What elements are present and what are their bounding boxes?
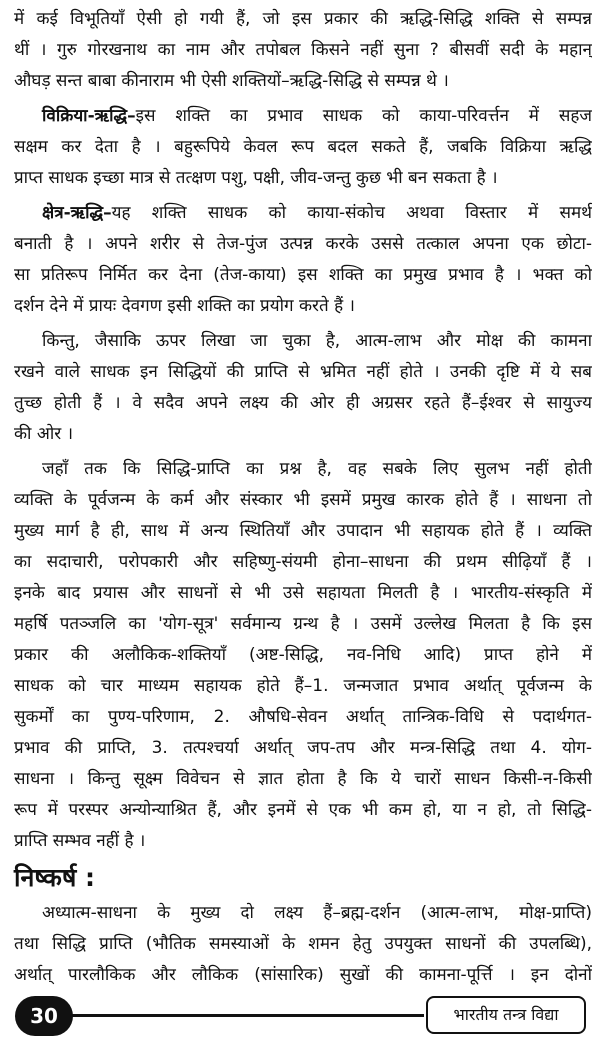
book-title-box: भारतीय तन्त्र विद्या [426,996,586,1034]
text-line: रूप में परस्पर अन्योन्याश्रित हैं, और इनमें से एक भी कम हो, या न हो, तो सिद्धि- [14,800,592,820]
text-line: प्राप्ति सम्भव नहीं है । [14,831,146,851]
text-line: तथा सिद्धि प्राप्ति (भौतिक समस्याओं के शमन हेतु उपयुक्त साधनों की उपलब्धि), [14,934,592,954]
page-number: 30 [15,996,73,1036]
text-line: सा प्रतिरूप निर्मित कर देना (तेज-काया) इस शक्ति का प्रमुख प्रभाव है । भक्त को [14,265,592,285]
text-line: महर्षि पतञ्जलि का 'योग-सूत्र' सर्वमान्य ग्रन्थ है । उसमें उल्लेख मिलता है कि इस [14,614,592,634]
text-line: का सदाचारी, परोपकारी और सहिष्णु-संयमी होना–साधना की प्रथम सीढ़ियाँ हैं । [14,552,592,572]
text-line: की ओर । [14,424,74,444]
text-run: इस शक्ति का प्रभाव साधक को काया-परिवर्त्तन में सहज [135,106,592,126]
paragraph [14,101,592,194]
text-line: किन्तु, जैसाकि ऊपर लिखा जा चुका है, आत्म-लाभ और मोक्ष की कामना [42,331,592,351]
text-line: दर्शन देने में प्रायः देवगण इसी शक्ति का प्रयोग करते हैं । [14,296,355,316]
text-line: अर्थात् पारलौकिक और लौकिक (सांसारिक) सुखों की कामना-पूर्त्ति । इन दोनों [14,965,592,985]
text-run: यह शक्ति साधक को काया-संकोच अथवा विस्तार में समर्थ [111,203,592,223]
text-line: सुकर्मों का पुण्य-परिणाम, 2. औषधि-सेवन अर्थात् तान्त्रिक-विधि से पदार्थगत- [14,707,592,727]
paragraph [14,454,592,857]
paragraph [14,898,592,991]
text-line: औघड़ सन्त बाबा कीनाराम भी ऐसी शक्तियों–ऋद्धि-सिद्धि से सम्पन्न थे । [14,71,449,91]
section-heading: निष्कर्ष : [14,863,96,892]
text-line: अध्यात्म-साधना के मुख्य दो लक्ष्य हैं–ब्रह्म-दर्शन (आत्म-लाभ, मोक्ष-प्राप्ति) [42,903,592,923]
term-vikriya-riddhi: विक्रिया-ऋद्धि– [42,106,136,126]
text-line: तुच्छ होती हैं । वे सदैव अपने लक्ष्य की ओर ही अग्रसर रहते हैं–ईश्वर से सायुज्य [14,393,592,413]
text-line: में कई विभूतियाँ ऐसी हो गयी हैं, जो इस प्रकार की ऋद्धि-सिद्धि शक्ति से सम्पन्न [14,9,592,29]
text-line: प्रभाव की प्राप्ति, 3. तत्पश्चर्या अर्थात् जप-तप और मन्त्र-सिद्धि तथा 4. योग- [14,738,592,758]
text-line: सक्षम कर देता है । बहुरूपिये केवल रूप बदल सकते हैं, जबकि विक्रिया ऋद्धि [14,137,592,157]
text-line: जहाँ तक कि सिद्धि-प्राप्ति का प्रश्न है, वह सबके लिए सुलभ नहीं होती [42,459,592,479]
text-line: साधना । किन्तु सूक्ष्म विवेचन से ज्ञात होता है कि ये चारों साधन किसी-न-किसी [14,769,592,789]
term-kshetra-riddhi: क्षेत्र-ऋद्धि– [42,203,112,223]
text-line: बनाती है । अपने शरीर से तेज-पुंज उत्पन्न करके उससे तत्काल अपना एक छोटा- [14,234,592,254]
paragraph [14,198,592,322]
text-line: रखने वाले साधक इन सिद्धियों की प्राप्ति से भ्रमित नहीं होते । उनकी दृष्टि में ये सब [14,362,592,382]
text-line: व्यक्ति के पूर्वजन्म के कर्म और संस्कार भी इसमें प्रमुख कारक होते हैं । साधना तो [14,490,592,510]
page-footer [0,994,600,1040]
paragraph [14,326,592,450]
text-line: इनके बाद प्रयास और साधनों से भी उसे सहायता मिलती है । भारतीय-संस्कृति में [14,583,592,603]
text-line: मुख्य मार्ग है ही, साथ में अन्य स्थितियाँ और उपादान भी सहायक होते हैं । व्यक्ति [14,521,592,541]
text-line [14,101,592,132]
text-line: प्रकार की अलौकिक-शक्तियाँ (अष्ट-सिद्धि, नव-निधि आदि) प्राप्त होने में [14,645,592,665]
text-line: साधक को चार माध्यम सहायक होते हैं–1. जन्मजात प्रभाव अर्थात् पूर्वजन्म के [14,676,592,696]
text-line: थीं । गुरु गोरखनाथ का नाम और तपोबल किसने नहीं सुना ? बीसवीं सदी के महान् [14,40,592,60]
text-line [14,198,592,229]
paragraph [14,4,592,97]
page-text [14,4,592,991]
footer-rule [72,1014,424,1017]
text-line: प्राप्त साधक इच्छा मात्र से तत्क्षण पशु, पक्षी, जीव-जन्तु कुछ भी बन सकता है । [14,168,498,188]
